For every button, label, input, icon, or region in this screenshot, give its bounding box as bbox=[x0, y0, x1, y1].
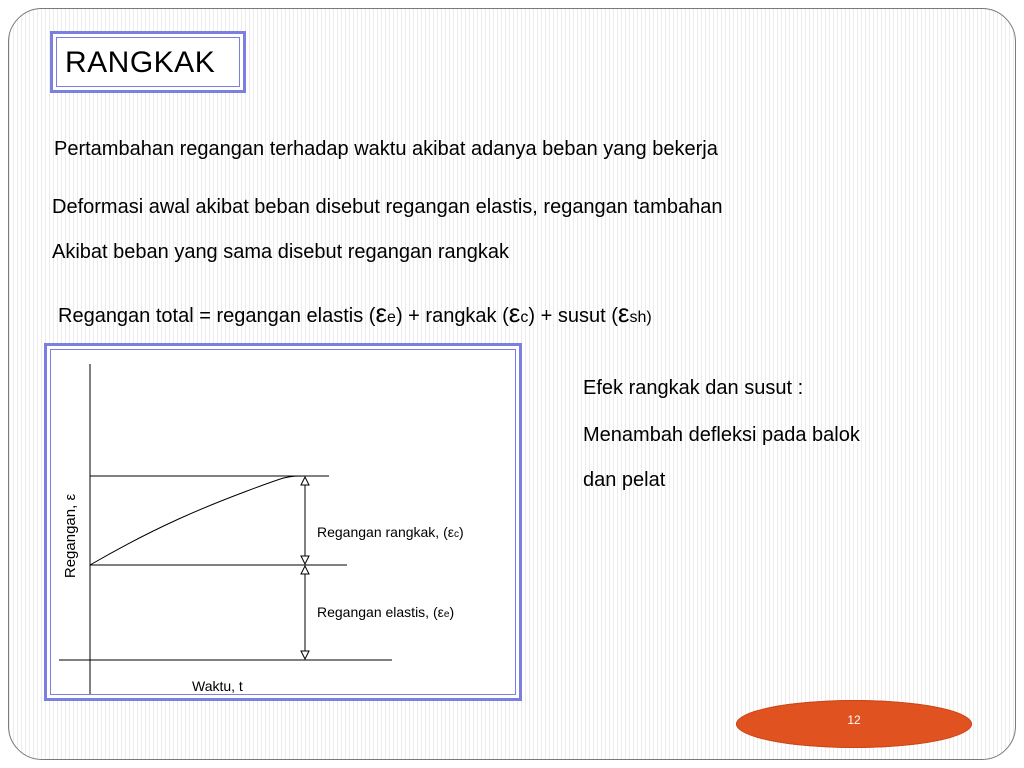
shrinkage-subscript: sh bbox=[629, 309, 647, 326]
epsilon-symbol: ε bbox=[375, 298, 388, 328]
arrow-down-icon bbox=[301, 556, 309, 564]
effects-line-2: Menambah defleksi pada balok bbox=[583, 424, 860, 446]
y-axis-label: Regangan, ε bbox=[62, 493, 79, 579]
formula-end: ) bbox=[646, 309, 652, 326]
formula-mid-1: ) + rangkak ( bbox=[395, 305, 509, 327]
epsilon-symbol: ε bbox=[617, 298, 630, 328]
epsilon-symbol: ε bbox=[508, 298, 521, 328]
slide-title: RANGKAK bbox=[65, 46, 216, 79]
title-box bbox=[50, 31, 246, 93]
arrow-up-icon bbox=[301, 477, 309, 485]
page-number: 12 bbox=[847, 713, 861, 727]
formula-lead: Regangan total = regangan elastis ( bbox=[58, 305, 376, 327]
deformation-text-line-1: Deformasi awal akibat beban disebut regangan elastis, regangan tambahan bbox=[52, 196, 723, 218]
creep-diagram-svg bbox=[47, 346, 525, 704]
total-strain-formula bbox=[58, 298, 652, 329]
effects-heading: Efek rangkak dan susut : bbox=[583, 377, 804, 399]
x-axis-label: Waktu, t bbox=[192, 678, 243, 694]
creep-curve bbox=[90, 476, 305, 565]
creep-strain-label: Regangan rangkak, (εc) bbox=[317, 524, 464, 540]
creep-diagram bbox=[44, 343, 522, 701]
elastic-subscript: e bbox=[387, 309, 396, 326]
arrow-down-icon bbox=[301, 651, 309, 659]
creep-subscript: c bbox=[520, 309, 529, 326]
arrow-up-icon bbox=[301, 566, 309, 574]
definition-text: Pertambahan regangan terhadap waktu akibat adanya beban yang bekerja bbox=[54, 138, 718, 160]
formula-mid-2: ) + susut ( bbox=[528, 305, 618, 327]
deformation-text-line-2: Akibat beban yang sama disebut regangan rangkak bbox=[52, 241, 509, 263]
effects-line-3: dan pelat bbox=[583, 469, 666, 491]
elastic-strain-label: Regangan elastis, (εe) bbox=[317, 604, 455, 620]
page-number-badge bbox=[736, 700, 972, 748]
